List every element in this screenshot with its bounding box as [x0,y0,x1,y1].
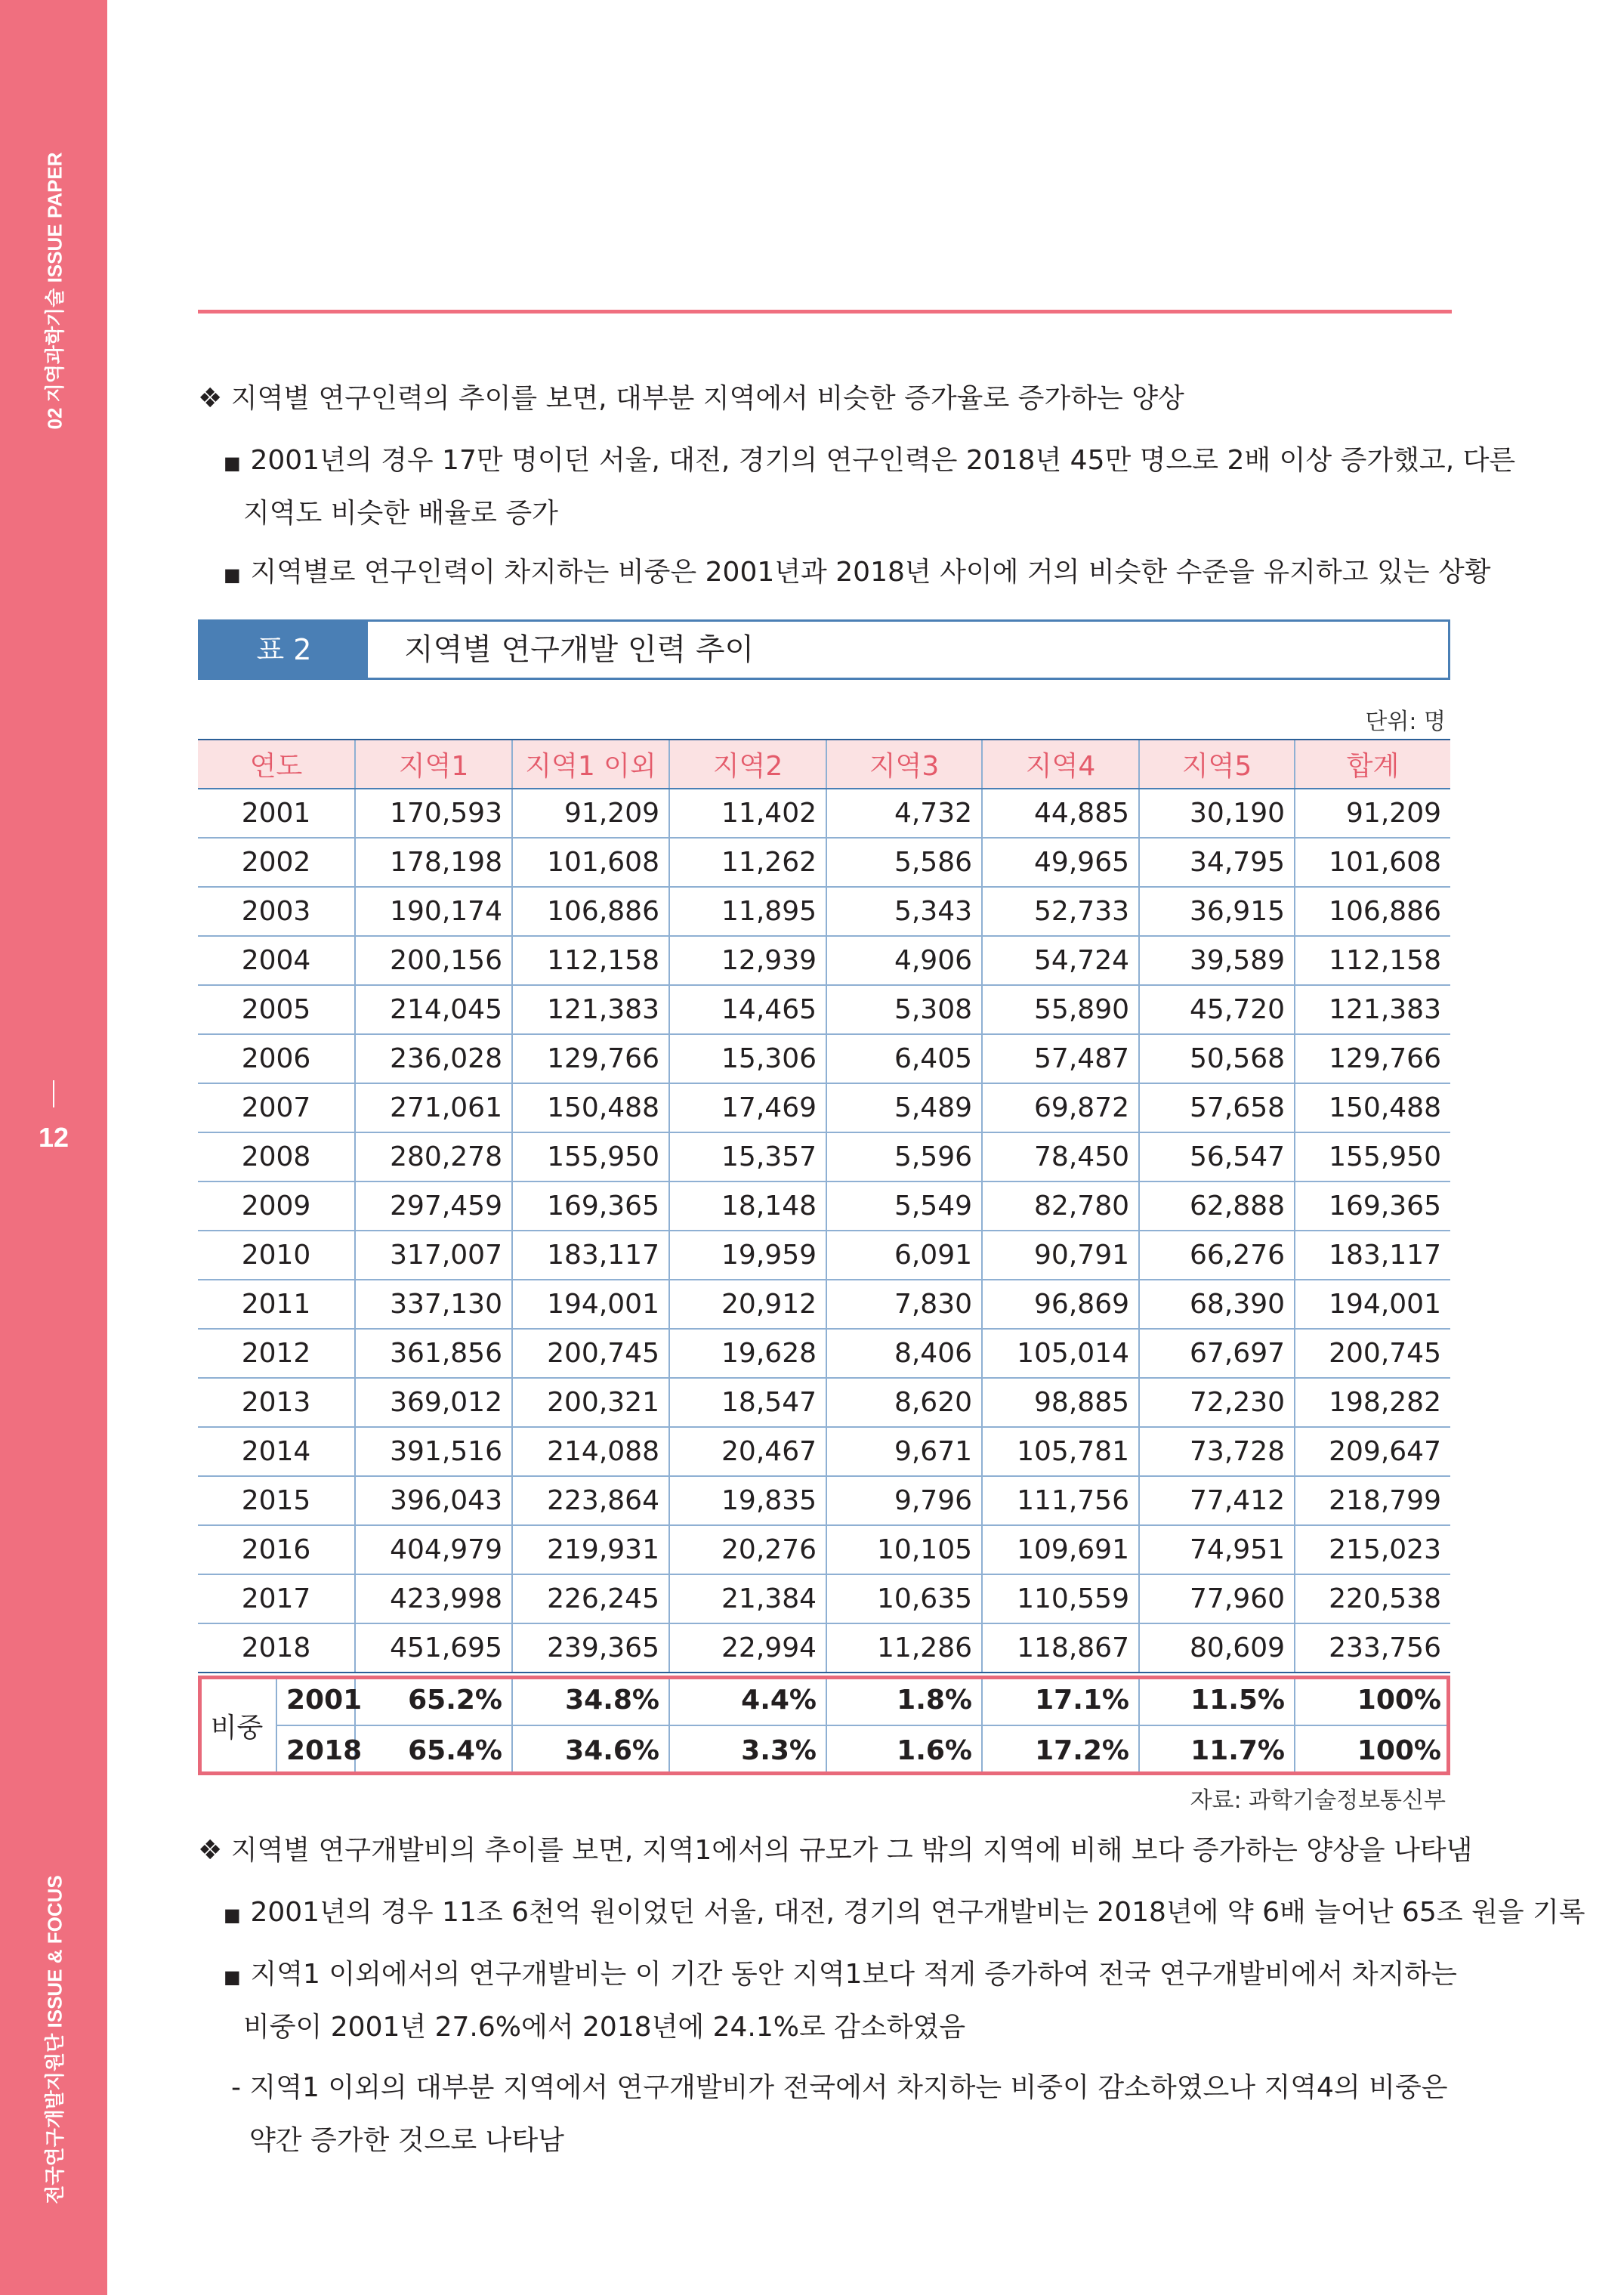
sidebar-issue-title: 전국연구개발지원단 ISSUE & FOCUS [43,1875,66,2204]
year-cell: 2001 [198,789,355,838]
value-cell: 121,383 [1295,985,1450,1034]
diamond-bullet-icon: ❖ [198,383,223,414]
value-cell: 233,756 [1295,1623,1450,1673]
value-cell: 19,835 [669,1476,826,1525]
share-value-cell: 1.6% [826,1725,982,1775]
value-cell: 190,174 [355,887,512,936]
table-header-cell: 합계 [1295,740,1450,789]
value-cell: 80,609 [1139,1623,1295,1673]
value-cell: 15,357 [669,1132,826,1181]
table-row [198,936,1450,985]
value-cell: 18,148 [669,1181,826,1231]
value-cell: 39,589 [1139,936,1295,985]
diamond-bullet-icon: ❖ [198,1835,223,1866]
value-cell: 49,965 [982,838,1139,887]
value-cell: 129,766 [512,1034,669,1083]
value-cell: 215,023 [1295,1525,1450,1574]
value-cell: 129,766 [1295,1034,1450,1083]
value-cell: 169,365 [512,1181,669,1231]
value-cell: 198,282 [1295,1378,1450,1427]
share-row [198,1676,1450,1725]
section2-bullet2-line1: 지역1 이외에서의 연구개발비는 이 기간 동안 지역1보다 적게 증가하여 전국 연구개발비에서 차지하는 [250,1959,1457,1990]
year-cell: 2009 [198,1181,355,1231]
value-cell: 66,276 [1139,1231,1295,1280]
table-row [198,1280,1450,1329]
value-cell: 8,620 [826,1378,982,1427]
share-year-cell: 2001 [276,1676,355,1725]
value-cell: 111,756 [982,1476,1139,1525]
value-cell: 6,405 [826,1034,982,1083]
value-cell: 112,158 [512,936,669,985]
value-cell: 219,931 [512,1525,669,1574]
value-cell: 20,467 [669,1427,826,1476]
value-cell: 200,156 [355,936,512,985]
value-cell: 200,321 [512,1378,669,1427]
value-cell: 112,158 [1295,936,1450,985]
table-row [198,1623,1450,1673]
value-cell: 5,489 [826,1083,982,1132]
value-cell: 5,596 [826,1132,982,1181]
square-bullet-icon: ■ [224,453,241,474]
year-cell: 2002 [198,838,355,887]
table-header-row [198,740,1450,789]
value-cell: 96,869 [982,1280,1139,1329]
value-cell: 57,658 [1139,1083,1295,1132]
value-cell: 423,998 [355,1574,512,1623]
share-label: 비중 [210,1712,264,1744]
section1-heading-text: 지역별 연구인력의 추이를 보면, 대부분 지역에서 비슷한 증가율로 증가하는 양상 [230,383,1184,414]
sidebar-publication-title: 02 지역과학기술 ISSUE PAPER [43,152,66,430]
share-value-cell: 3.3% [669,1725,826,1775]
research-personnel-table [198,739,1450,1673]
value-cell: 337,130 [355,1280,512,1329]
section1-bullet2-text: 지역별로 연구인력이 차지하는 비중은 2001년과 2018년 사이에 거의 비슷한 수준을 유지하고 있는 상황 [250,557,1491,588]
table-header-cell: 지역1 [355,740,512,789]
value-cell: 90,791 [982,1231,1139,1280]
share-value-cell: 100% [1295,1725,1450,1775]
year-cell: 2012 [198,1329,355,1378]
year-cell: 2014 [198,1427,355,1476]
value-cell: 98,885 [982,1378,1139,1427]
value-cell: 5,586 [826,838,982,887]
value-cell: 155,950 [512,1132,669,1181]
share-row [198,1725,1450,1775]
value-cell: 451,695 [355,1623,512,1673]
share-value-cell: 65.4% [355,1725,512,1775]
value-cell: 105,014 [982,1329,1139,1378]
table-row [198,1427,1450,1476]
value-cell: 170,593 [355,789,512,838]
section1-bullet1-line2: 지역도 비슷한 배율로 증가 [243,498,558,529]
year-cell: 2003 [198,887,355,936]
table-header-cell: 지역4 [982,740,1139,789]
value-cell: 297,459 [355,1181,512,1231]
share-value-cell: 11.7% [1139,1725,1295,1775]
year-cell: 2015 [198,1476,355,1525]
square-bullet-icon: ■ [224,1966,241,1988]
table-header-cell: 지역2 [669,740,826,789]
value-cell: 118,867 [982,1623,1139,1673]
share-table [198,1676,1450,1775]
year-cell: 2005 [198,985,355,1034]
value-cell: 106,886 [512,887,669,936]
value-cell: 34,795 [1139,838,1295,887]
value-cell: 236,028 [355,1034,512,1083]
value-cell: 239,365 [512,1623,669,1673]
value-cell: 110,559 [982,1574,1139,1623]
table-row [198,1181,1450,1231]
table-row [198,1525,1450,1574]
value-cell: 183,117 [512,1231,669,1280]
section2-heading-text: 지역별 연구개발비의 추이를 보면, 지역1에서의 규모가 그 밖의 지역에 비해 보다 증가하는 양상을 나타냄 [230,1835,1473,1866]
value-cell: 109,691 [982,1525,1139,1574]
value-cell: 214,045 [355,985,512,1034]
value-cell: 223,864 [512,1476,669,1525]
value-cell: 52,733 [982,887,1139,936]
value-cell: 91,209 [512,789,669,838]
value-cell: 11,262 [669,838,826,887]
value-cell: 271,061 [355,1083,512,1132]
value-cell: 183,117 [1295,1231,1450,1280]
value-cell: 77,960 [1139,1574,1295,1623]
value-cell: 121,383 [512,985,669,1034]
value-cell: 169,365 [1295,1181,1450,1231]
value-cell: 369,012 [355,1378,512,1427]
section1-bullet1 [224,434,1515,490]
share-value-cell: 1.8% [826,1676,982,1725]
table-row [198,985,1450,1034]
share-value-cell: 34.8% [512,1676,669,1725]
table-title: 지역별 연구개발 인력 추이 [404,632,755,667]
value-cell: 91,209 [1295,789,1450,838]
value-cell: 6,091 [826,1231,982,1280]
table-header-cell: 연도 [198,740,355,789]
year-cell: 2016 [198,1525,355,1574]
share-value-cell: 65.2% [355,1676,512,1725]
share-value-cell: 17.1% [982,1676,1139,1725]
year-cell: 2013 [198,1378,355,1427]
square-bullet-icon: ■ [224,564,241,585]
value-cell: 14,465 [669,985,826,1034]
share-value-cell: 34.6% [512,1725,669,1775]
table-row [198,1329,1450,1378]
section2-dash-line2: 약간 증가한 것으로 나타남 [249,2125,564,2156]
share-value-cell: 17.2% [982,1725,1139,1775]
year-cell: 2010 [198,1231,355,1280]
value-cell: 194,001 [512,1280,669,1329]
table-header-cell: 지역3 [826,740,982,789]
share-value-cell: 4.4% [669,1676,826,1725]
value-cell: 67,697 [1139,1329,1295,1378]
table-row [198,1378,1450,1427]
value-cell: 150,488 [1295,1083,1450,1132]
table-source: 자료: 과학기술정보통신부 [1190,1787,1446,1814]
year-cell: 2007 [198,1083,355,1132]
value-cell: 5,308 [826,985,982,1034]
value-cell: 20,276 [669,1525,826,1574]
value-cell: 220,538 [1295,1574,1450,1623]
section1-bullet1-line1: 2001년의 경우 17만 명이던 서울, 대전, 경기의 연구인력은 2018년 45만 명으로 2배 이상 증가했고, 다른 [250,445,1516,476]
value-cell: 218,799 [1295,1476,1450,1525]
value-cell: 11,402 [669,789,826,838]
value-cell: 78,450 [982,1132,1139,1181]
section2-bullet1-text: 2001년의 경우 11조 6천억 원이었던 서울, 대전, 경기의 연구개발비는 2018년에 약 6배 늘어난 65조 원을 기록 [250,1897,1585,1928]
table-number-label: 표 2 [200,622,368,678]
value-cell: 404,979 [355,1525,512,1574]
value-cell: 19,959 [669,1231,826,1280]
value-cell: 21,384 [669,1574,826,1623]
section2-bullet2 [224,1948,1457,2004]
value-cell: 17,469 [669,1083,826,1132]
year-cell: 2018 [198,1623,355,1673]
page-number: 12 [38,1122,69,1153]
value-cell: 214,088 [512,1427,669,1476]
section1-bullet2 [224,545,1491,602]
value-cell: 155,950 [1295,1132,1450,1181]
value-cell: 18,547 [669,1378,826,1427]
value-cell: 30,190 [1139,789,1295,838]
value-cell: 9,671 [826,1427,982,1476]
value-cell: 12,939 [669,936,826,985]
value-cell: 11,895 [669,887,826,936]
value-cell: 178,198 [355,838,512,887]
value-cell: 36,915 [1139,887,1295,936]
share-value-cell: 11.5% [1139,1676,1295,1725]
value-cell: 226,245 [512,1574,669,1623]
value-cell: 209,647 [1295,1427,1450,1476]
value-cell: 74,951 [1139,1525,1295,1574]
value-cell: 150,488 [512,1083,669,1132]
value-cell: 20,912 [669,1280,826,1329]
value-cell: 44,885 [982,789,1139,838]
table-unit: 단위: 명 [1365,709,1446,735]
value-cell: 55,890 [982,985,1139,1034]
table-row [198,1574,1450,1623]
value-cell: 200,745 [512,1329,669,1378]
value-cell: 5,343 [826,887,982,936]
value-cell: 56,547 [1139,1132,1295,1181]
value-cell: 5,549 [826,1181,982,1231]
year-cell: 2004 [198,936,355,985]
value-cell: 106,886 [1295,887,1450,936]
year-cell: 2008 [198,1132,355,1181]
year-cell: 2011 [198,1280,355,1329]
value-cell: 57,487 [982,1034,1139,1083]
value-cell: 50,568 [1139,1034,1295,1083]
value-cell: 105,781 [982,1427,1139,1476]
year-cell: 2006 [198,1034,355,1083]
page-number-divider [53,1080,54,1107]
value-cell: 194,001 [1295,1280,1450,1329]
value-cell: 62,888 [1139,1181,1295,1231]
value-cell: 73,728 [1139,1427,1295,1476]
section2-bullet1 [224,1886,1585,1942]
value-cell: 22,994 [669,1623,826,1673]
value-cell: 200,745 [1295,1329,1450,1378]
table-row [198,838,1450,887]
value-cell: 9,796 [826,1476,982,1525]
value-cell: 68,390 [1139,1280,1295,1329]
table-row [198,1034,1450,1083]
value-cell: 280,278 [355,1132,512,1181]
section2-dash-line1: - 지역1 이외의 대부분 지역에서 연구개발비가 전국에서 차지하는 비중이 감소하였으나 지역4의 비중은 [231,2072,1448,2103]
value-cell: 4,732 [826,789,982,838]
year-cell: 2017 [198,1574,355,1623]
value-cell: 11,286 [826,1623,982,1673]
header-divider [198,310,1452,314]
table-caption [198,619,1450,680]
table-row [198,1132,1450,1181]
share-year-cell: 2018 [276,1725,355,1775]
section2-bullet2-line2: 비중이 2001년 27.6%에서 2018년에 24.1%로 감소하였음 [243,2012,966,2043]
value-cell: 72,230 [1139,1378,1295,1427]
value-cell: 8,406 [826,1329,982,1378]
value-cell: 396,043 [355,1476,512,1525]
section1-heading [198,372,1184,426]
table-header-cell: 지역1 이외 [512,740,669,789]
share-value-cell: 100% [1295,1676,1450,1725]
square-bullet-icon: ■ [224,1904,241,1926]
value-cell: 7,830 [826,1280,982,1329]
value-cell: 361,856 [355,1329,512,1378]
table-row [198,1083,1450,1132]
value-cell: 391,516 [355,1427,512,1476]
value-cell: 54,724 [982,936,1139,985]
value-cell: 101,608 [1295,838,1450,887]
value-cell: 10,635 [826,1574,982,1623]
table-row [198,789,1450,838]
table-header-cell: 지역5 [1139,740,1295,789]
value-cell: 317,007 [355,1231,512,1280]
table-row [198,887,1450,936]
value-cell: 10,105 [826,1525,982,1574]
table-row [198,1231,1450,1280]
value-cell: 19,628 [669,1329,826,1378]
value-cell: 101,608 [512,838,669,887]
table-row [198,1476,1450,1525]
value-cell: 45,720 [1139,985,1295,1034]
value-cell: 15,306 [669,1034,826,1083]
value-cell: 77,412 [1139,1476,1295,1525]
value-cell: 82,780 [982,1181,1139,1231]
value-cell: 4,906 [826,936,982,985]
section2-heading [198,1824,1472,1878]
value-cell: 69,872 [982,1083,1139,1132]
